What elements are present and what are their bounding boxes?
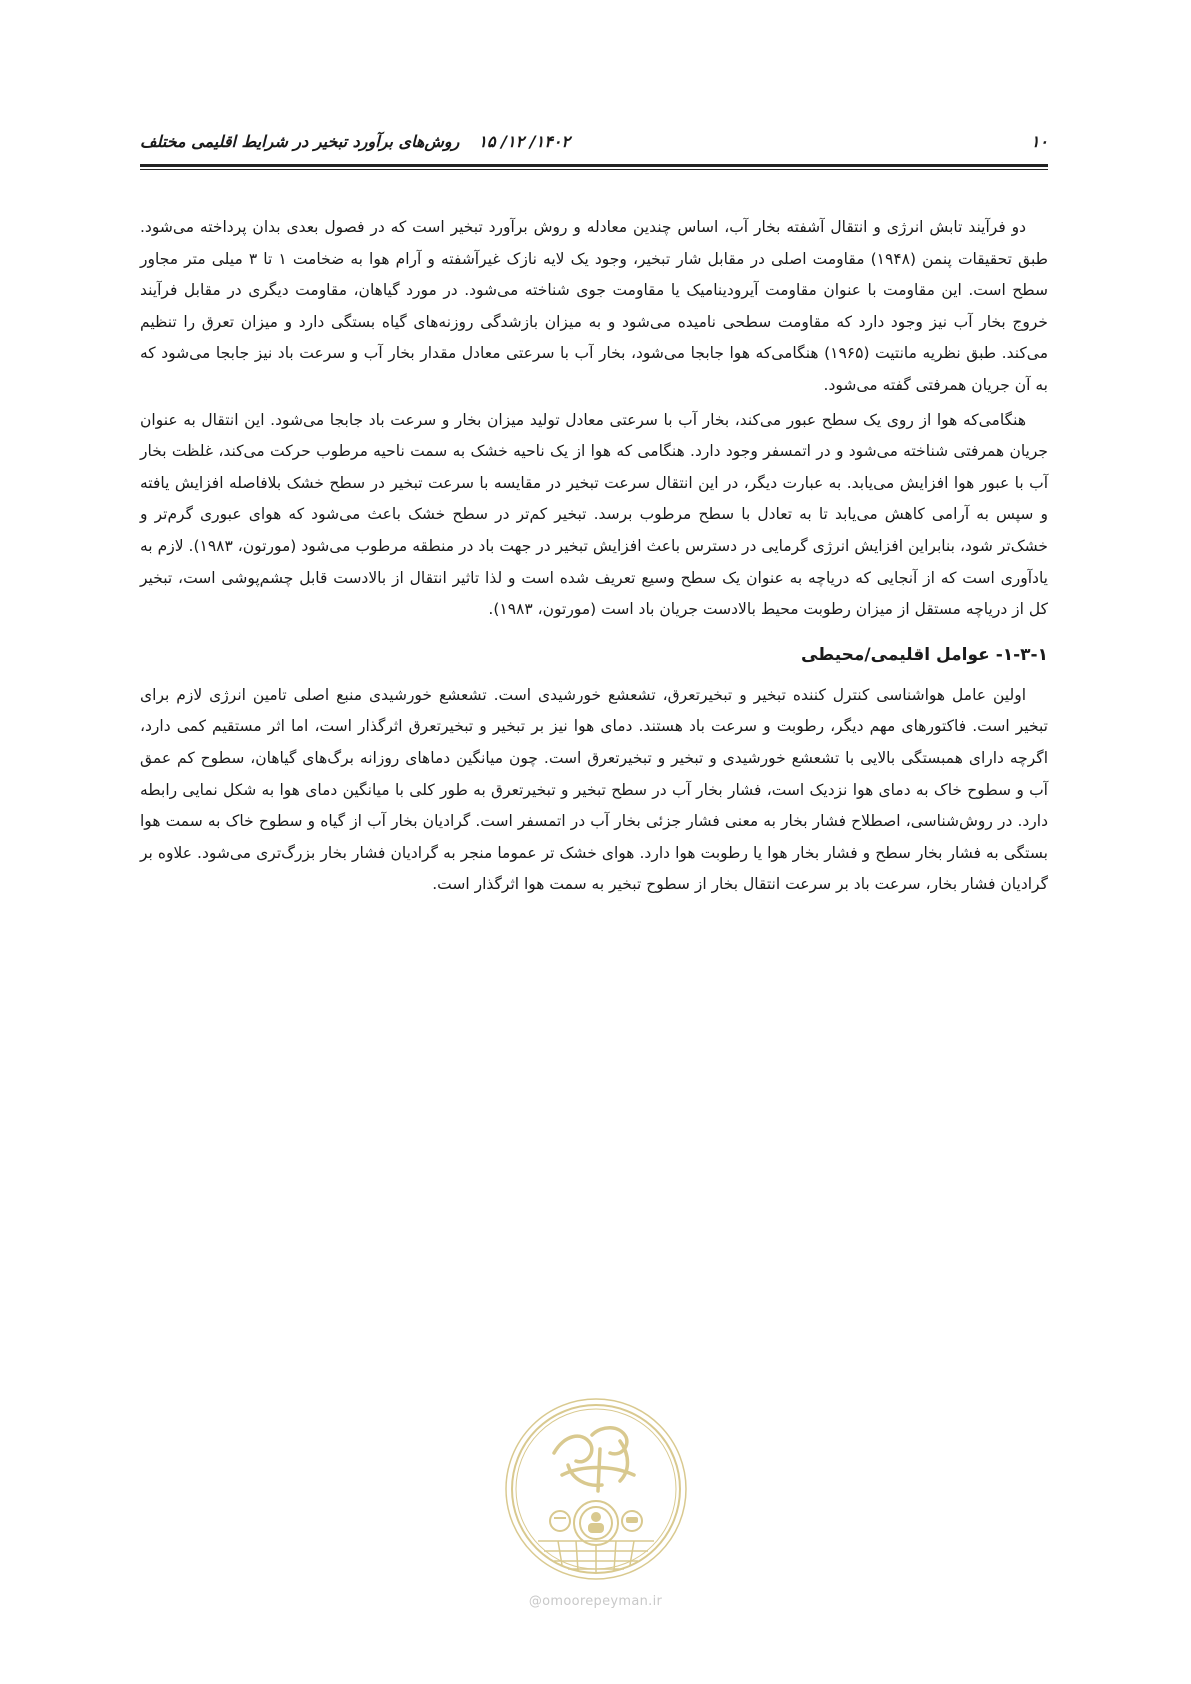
running-header	[140, 128, 1048, 164]
header-rule-thin	[140, 169, 1048, 170]
section-heading: ۱-۳-۱- عوامل اقلیمی/محیطی	[800, 644, 1048, 665]
body-text	[140, 212, 1048, 904]
watermark-site: @omoorepeyman.ir	[528, 1594, 663, 1609]
header-date: ۱۴۰۲/ ۱۲/ ۱۵	[478, 132, 570, 151]
paragraph-2: هنگامی‌که هوا از روی یک سطح عبور می‌کند، بخار آب با سرعتی معادل تولید میزان بخار و سرعت باد جابجا می‌شود. این انتقال به عنوان جریان همرفتی شناخته می‌شود و در اتمسفر وجود دارد. هنگامی که هوا از یک ناحیه خشک به سمت ناحیه مرطوب حرکت می‌کند، غلظت بخار آب با عبور هوا افزایش می‌یابد. به عبارت دیگر، در این انتقال سرعت تبخیر در مقایسه با سرعت تبخیر در سطح خشک بلافاصله افزایش یافته و سپس به آرامی کاهش می‌یابد تا به تعادل با سطح مرطوب برسد. تبخیر کم‌تر در سطح خشک باعث می‌شود که هوای عبوری گرم‌تر و خشک‌تر شود، بنابراین افزایش انرژی گرمایی در دسترس باعث افزایش تبخیر در جهت باد در منطقه مرطوب می‌شود (مورتون، ۱۹۸۳). لازم به یادآوری است که از آنجایی که دریاچه به عنوان یک سطح وسیع تعریف شده است و لذا تاثیر انتقال از بالادست قابل چشم‌پوشی است، تبخیر کل از دریاچه مستقل از میزان رطوبت محیط بالادست جریان باد است (مورتون، ۱۹۸۳).	[140, 410, 1049, 619]
page-number: ۱۰	[1030, 132, 1048, 151]
header-rule-thick	[140, 164, 1048, 167]
header-title: روش‌های برآورد تبخیر در شرایط اقلیمی مختلف	[140, 132, 460, 151]
paragraph-1: دو فرآیند تابش انرژی و انتقال آشفته بخار آب، اساس چندین معادله و روش برآورد تبخیر است که در فصول بعدی بدان پرداخته می‌شود. طبق تحقیقات پنمن (۱۹۴۸) مقاومت اصلی در مقابل شار تبخیر، وجود یک لایه نازک غیرآشفته و آرام هوا به ضخامت ۱ تا ۳ میلی متر مجاور سطح است. این مقاومت با عنوان مقاومت آیرودینامیک یا مقاومت جوی شناخته می‌شود. در مورد گیاهان، مقاومت دیگری در مقابل فرآیند خروج بخار آب نیز وجود دارد که مقاومت سطحی نامیده می‌شود و به میزان بازشدگی روزنه‌های گیاه بستگی دارد و میزان تعرق را تنظیم می‌کند. طبق نظریه مانتیت (۱۹۶۵) هنگامی‌که هوا جابجا می‌شود، بخار آب با سرعتی معادل مقدار بخار آب و سرعت باد نیز جابجا می‌شود که به آن جریان همرفتی گفته می‌شود.	[140, 218, 1048, 394]
watermark-logo	[502, 1395, 690, 1583]
section-paragraph: اولین عامل هواشناسی کنترل کننده تبخیر و تبخیرتعرق، تشعشع خورشیدی است. تشعشع خورشیدی منبع اصلی تامین انرژی لازم برای تبخیر است. فاکتورهای مهم دیگر، رطوبت و سرعت باد هستند. دمای هوا نیز بر تبخیر و تبخیرتعرق اثرگذار است، اما اثر مستقیم کمی دارد، اگرچه دارای همبستگی بالایی با تشعشع خورشیدی و تبخیر و تبخیرتعرق است. چون میانگین دماهای روزانه برگ‌های گیاهان، سطوح کم عمق آب و سطوح خاک به دمای هوا نزدیک است، فشار بخار آب در سطح تبخیر و تبخیرتعرق به طور کلی با میانگین دمای هوا به شکل نمایی رابطه دارد. در روش‌شناسی، اصطلاح فشار بخار به معنی فشار جزئی بخار آب در اتمسفر است. گرادیان بخار آب از گیاه و سطوح خاک به سمت هوا بستگی به فشار بخار سطح و فشار بخار هوا یا رطوبت هوا دارد. هوای خشک تر عموما منجر به گرادیان فشار بخار بزرگ‌تری می‌شود. علاوه بر گرادیان فشار بخار، سرعت باد بر سرعت انتقال بخار از سطوح تبخیر به سمت هوا اثرگذار است.	[140, 685, 1048, 894]
watermark-seal-icon	[502, 1395, 690, 1583]
